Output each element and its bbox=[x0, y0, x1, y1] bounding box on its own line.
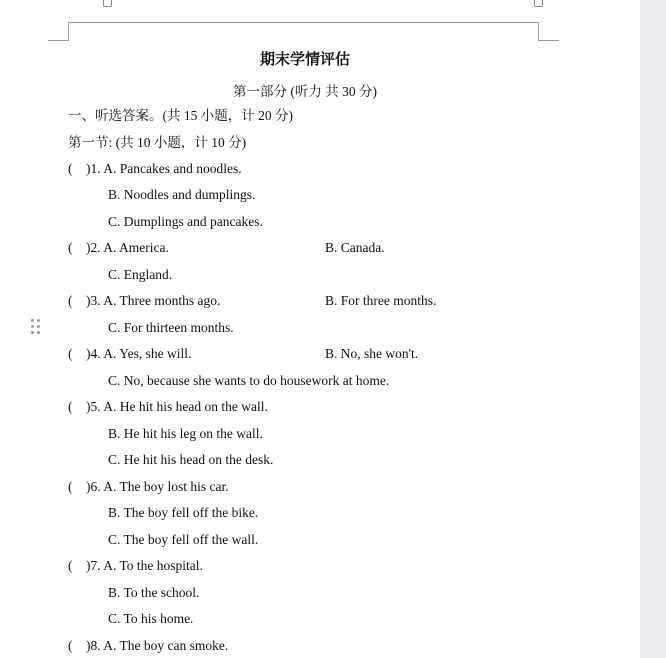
subsection-heading: 第一节: (共 10 小题，计 10 分) bbox=[68, 135, 247, 150]
question-7-option-c: C. To his home. bbox=[108, 611, 194, 626]
ruler-marker-right[interactable] bbox=[534, 0, 543, 7]
question-5-option-c: C. He hit his head on the desk. bbox=[108, 452, 274, 467]
question-8: ( )8. A. The boy can smoke. bbox=[68, 638, 229, 653]
question-6-option-b: B. The boy fell off the bike. bbox=[108, 505, 259, 520]
crop-mark-right bbox=[538, 22, 559, 41]
header-rule bbox=[68, 22, 538, 23]
question-2: ( )2. A. America. bbox=[68, 240, 169, 255]
question-5-option-b: B. He hit his leg on the wall. bbox=[108, 426, 263, 441]
question-6: ( )6. A. The boy lost his car. bbox=[68, 479, 229, 494]
question-4-option-c: C. No, because she wants to do housework at home. bbox=[108, 373, 390, 388]
question-3: ( )3. A. Three months ago. bbox=[68, 293, 221, 308]
question-2-option-b: B. Canada. bbox=[325, 240, 385, 255]
section-heading: 一、听选答案。(共 15 小题，计 20 分) bbox=[68, 108, 293, 123]
question-4: ( )4. A. Yes, she will. bbox=[68, 346, 192, 361]
question-2-option-c: C. England. bbox=[108, 267, 173, 282]
question-1-option-c: C. Dumplings and pancakes. bbox=[108, 214, 263, 229]
page-title: 期末学情评估 bbox=[259, 50, 350, 68]
ruler-marker-left[interactable] bbox=[103, 0, 112, 7]
part-heading: 第一部分 (听力 共 30 分) bbox=[233, 84, 377, 99]
question-5: ( )5. A. He hit his head on the wall. bbox=[68, 399, 268, 414]
drag-handle-icon[interactable] bbox=[31, 319, 41, 335]
question-1-option-b: B. Noodles and dumplings. bbox=[108, 187, 256, 202]
crop-mark-left bbox=[48, 22, 69, 41]
right-scroll-area[interactable] bbox=[640, 0, 666, 658]
question-3-option-b: B. For three months. bbox=[325, 293, 437, 308]
question-6-option-c: C. The boy fell off the wall. bbox=[108, 532, 259, 547]
question-3-option-c: C. For thirteen months. bbox=[108, 320, 234, 335]
question-7-option-b: B. To the school. bbox=[108, 585, 200, 600]
question-1: ( )1. A. Pancakes and noodles. bbox=[68, 161, 242, 176]
question-4-option-b: B. No, she won't. bbox=[325, 346, 419, 361]
question-7: ( )7. A. To the hospital. bbox=[68, 558, 203, 573]
